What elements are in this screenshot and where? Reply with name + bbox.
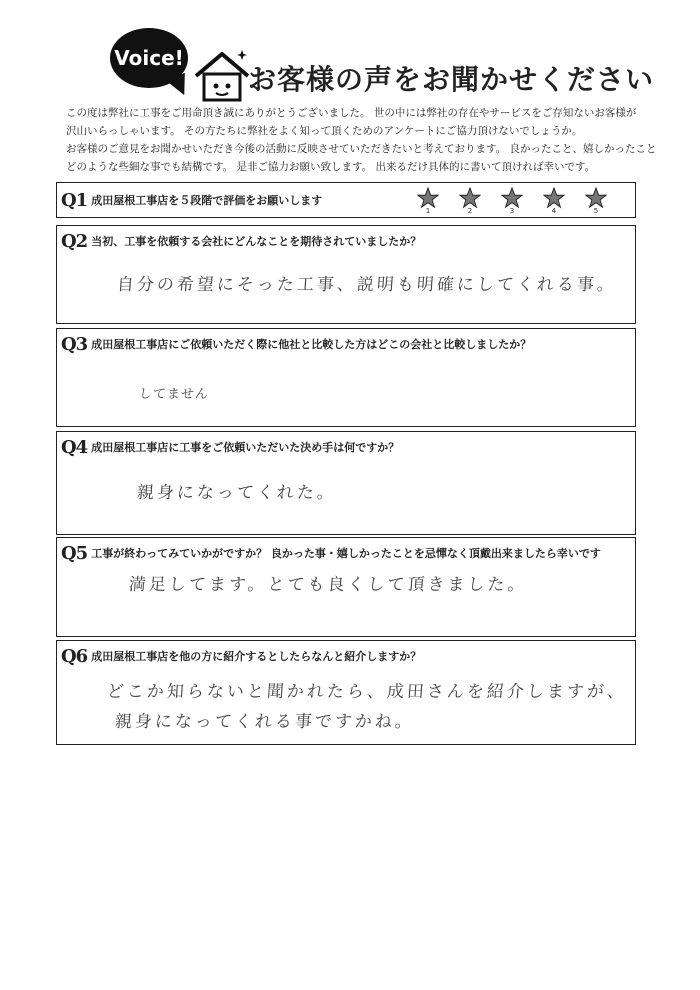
star-icon	[501, 187, 523, 209]
star-icon	[543, 187, 565, 209]
handwritten-answer: してません	[138, 387, 210, 402]
question-number: Q3	[61, 333, 88, 355]
handwritten-answer: 親身になってくれた。	[136, 483, 338, 503]
question-number: Q1	[61, 189, 88, 211]
question-number: Q4	[61, 436, 88, 458]
intro-line: どのような些細な事でも結構です。 是非ご協力お願い致します。 出来るだけ具体的に書いて頂ければ幸いです。	[66, 161, 596, 173]
house-icon	[192, 46, 252, 106]
question-1-box	[56, 182, 636, 218]
question-2-box	[56, 225, 636, 324]
handwritten-answer: 満足してます。とても良くして頂きました。	[128, 575, 529, 595]
intro-line: この度は弊社に工事をご用命頂き誠にありがとうございました。 世の中には弊社の存在やサービスをご存知ないお客様が	[66, 107, 637, 119]
rating-stars	[417, 187, 607, 213]
star-label: 1	[425, 207, 431, 215]
rating-star-4[interactable]	[543, 187, 565, 213]
star-label: 5	[593, 207, 599, 215]
question-text: 成田屋根工事店を他の方に紹介するとしたらなんと紹介しますか？	[91, 650, 422, 663]
intro-line: お客様のご意見をお聞かせいただき今後の活動に反映させていただきたいと考えております。 良かったこと、嬉しかったこと	[66, 143, 657, 155]
handwritten-answer-line-1: どこか知らないと聞かれたら、成田さんを紹介しますが、	[106, 682, 628, 702]
question-6-box	[56, 640, 636, 745]
star-label: 2	[467, 207, 473, 215]
handwritten-answer: 自分の希望にそった工事、説明も明確にしてくれる事。	[116, 275, 618, 295]
question-text: 成田屋根工事店を５段階で評価をお願いします	[91, 194, 323, 207]
question-5-box	[56, 537, 636, 637]
question-4-box	[56, 431, 636, 535]
header	[100, 28, 655, 108]
rating-star-2[interactable]	[459, 187, 481, 213]
question-number: Q2	[61, 230, 88, 252]
handwritten-answer-line-2: 親身になってくれる事ですかね。	[114, 712, 416, 732]
star-icon	[585, 187, 607, 209]
question-text: 成田屋根工事店に工事をご依頼いただいた決め手は何ですか？	[91, 441, 400, 454]
intro-line: 沢山いらっしゃいます。 その方たちに弊社をよく知って頂くためのアンケートにご協力頂けないでしょうか。	[66, 125, 583, 137]
question-3-box	[56, 328, 636, 427]
question-text: 成田屋根工事店にご依頼いただく際に他社と比較した方はどこの会社と比較しましたか？	[91, 338, 532, 351]
question-text: 当初、工事を依頼する会社にどんなことを期待されていましたか？	[91, 235, 422, 248]
rating-star-5[interactable]	[585, 187, 607, 213]
question-text: 工事が終わってみていかがですか？ 良かった事・嬉しかったことを忌憚なく頂戴出来ましたら幸いです	[91, 547, 601, 560]
rating-star-1[interactable]	[417, 187, 439, 213]
question-number: Q6	[61, 645, 88, 667]
star-icon	[459, 187, 481, 209]
rating-star-3[interactable]	[501, 187, 523, 213]
intro-text	[66, 104, 657, 176]
star-icon	[417, 187, 439, 209]
voice-bubble: Voice!	[110, 28, 188, 88]
page-title: お客様の声をお聞かせください	[248, 63, 655, 96]
star-label: 4	[551, 207, 557, 215]
star-label: 3	[509, 207, 515, 215]
question-number: Q5	[61, 542, 88, 564]
